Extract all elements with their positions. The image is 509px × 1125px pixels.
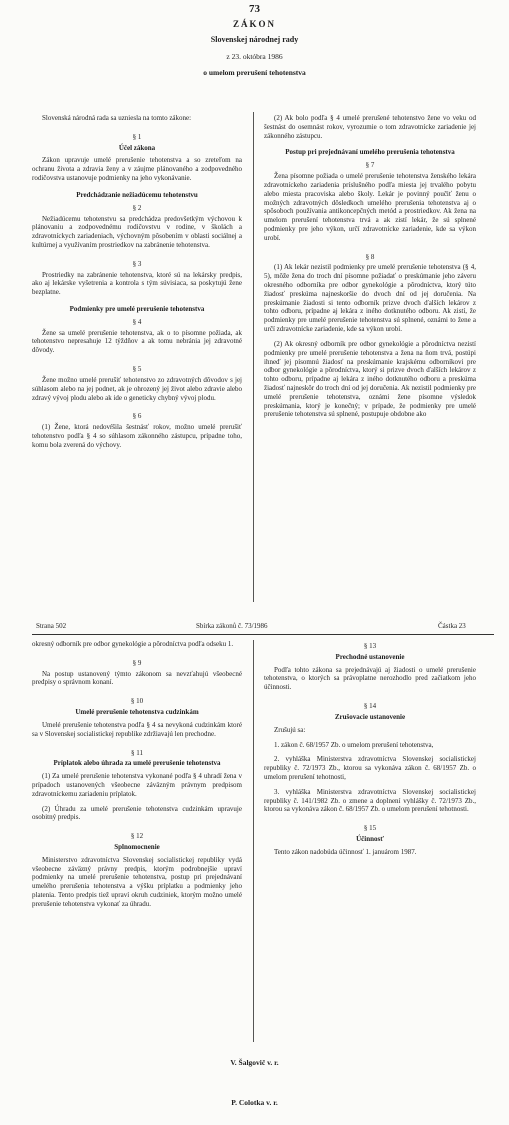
page2-right-column: [264, 640, 476, 1040]
law-subject: o umelom prerušení tehotenstva: [203, 68, 306, 77]
column-divider-2: [253, 640, 254, 1042]
section-13-title: Prechodné ustanovenie: [335, 652, 405, 661]
procedure-heading: Postup pri prejednávaní umelého prerušenia tehotenstva: [285, 148, 455, 157]
section-15-number: § 15: [363, 824, 377, 833]
page2-left-column: [32, 640, 242, 1040]
issuer: Slovenskej národnej rady: [210, 35, 299, 44]
section-1-title: Účel zákona: [118, 143, 156, 152]
section-6-number: § 6: [132, 412, 142, 421]
signature-salgovic: V. Šalgovič v. r.: [230, 1058, 279, 1067]
signature-colotka: P. Colotka v. r.: [231, 1098, 278, 1107]
section-9-text: Na postup ustanovený týmto zákonom sa nevzťahujú všeobecné predpisy o správnom konaní.: [32, 669, 242, 687]
section-11-number: § 11: [131, 748, 143, 757]
section-11-para-2: (2) Úhradu za umelé prerušenie tehotenstva cudzinkám upravuje osobitný predpis.: [32, 804, 242, 822]
section-4-number: § 4: [132, 317, 142, 326]
footer-collection: Sbírka zákonů č. 73/1986: [196, 622, 268, 630]
section-4-text: Žene sa umelé prerušenie tehotenstva, ak o to písomne požiada, ak tehotenstvo nepresahuje 12 týždňov a ak tomu nebránia jej zdravotné dôvody.: [32, 328, 242, 355]
law-date: z 23. októbra 1986: [226, 52, 283, 61]
section-14-intro: Zrušujú sa:: [274, 725, 306, 734]
section-14-title: Zrušovacie ustanovenie: [334, 712, 406, 721]
section-10-text: Umelé prerušenie tehotenstva podľa § 4 sa nevykoná cudzinkám ktoré sa v Slovenskej socialistickej republike zdržiavajú len prechodne.: [32, 720, 242, 738]
intro-text: Slovenská národná rada sa uzniesla na tomto zákone:: [42, 114, 192, 122]
section-3-text: Prostriedky na zabránenie tehotenstva, ktoré sú na lekársky predpis, ako aj lekárske vyšetrenia a kontrola s tým súvisiaca, sa poskytujú žene bezplatne.: [32, 270, 242, 297]
section-13-text: Podľa tohto zákona sa prejednávajú aj žiadosti o umelé prerušenie tehotenstva, o ktorých sa právoplatne nerozhodlo pred začiatkom jeho účinnosti.: [264, 665, 476, 692]
page1-left-column: [32, 114, 242, 606]
section-1-number: § 1: [132, 132, 142, 141]
section-5-text: Žene možno umelé prerušiť tehotenstvo zo zdravotných dôvodov s jej súhlasom alebo na jej podnet, ak je ohrozený jej život alebo zdravie alebo zdravý vývoj plodu alebo ak ide o geneticky chybný vývoj plodu.: [32, 375, 242, 402]
section-8-number: § 8: [365, 252, 375, 261]
law-type: ZÁKON: [232, 19, 276, 29]
section-15-title: Účinnosť: [356, 835, 384, 843]
section-13-number: § 13: [363, 642, 377, 650]
section-2-text: Nežiadúcemu tehotenstvu sa predchádza predovšetkým výchovou k plánovaniu a zodpovednému rodičovstvu v rodine, v školách a zdravotníckych zariadeniach, výchovným pôsobením v oblasti sociálnej a kultúrnej a využívaním prostriedkov na zabránenie tehotenstva.: [32, 214, 242, 249]
section-11-para-1: (1) Za umelé prerušenie tehotenstva vykonané podľa § 4 uhradí žena v prípadoch ustanovených všeobecne záväzným právnym predpisom zdravotníckemu zariadeniu príplatok.: [32, 772, 242, 798]
section-2-number: § 2: [132, 203, 142, 212]
section-14-number: § 14: [363, 702, 377, 711]
repeal-item-3: 3. vyhláška Ministerstva zdravotníctva Slovenskej socialistickej republiky č. 141/1982 Zb. o zmene a doplnení vyhlášky č. 72/1973 Zb., ktorou sa vykonáva zákon č. 68/1957 Zb. o umelom prerušení tehotnosti.: [264, 787, 476, 814]
footer-page: Strana 502: [36, 622, 67, 630]
section-11-title: Príplatok alebo úhrada za umelé prerušenie tehotenstva: [53, 759, 221, 768]
section-9-number: § 9: [132, 658, 142, 667]
footer-rule: [32, 634, 494, 635]
section-5-number: § 5: [132, 365, 142, 374]
section-1-text: Zákon upravuje umelé prerušenie tehotenstva a so zreteľom na ochranu života a zdravia ženy a v záujme plánovaného a zodpovedného rodičovstva ustanovuje podmienky na jeho vykonávanie.: [32, 156, 242, 183]
repeal-item-1: 1. zákon č. 68/1957 Zb. o umelom prerušení tehotenstva,: [274, 740, 434, 749]
section-7-number: § 7: [365, 161, 375, 170]
page1-right-column: [264, 114, 476, 606]
section-10-number: § 10: [130, 697, 144, 706]
section-12-text: Ministerstvo zdravotníctva Slovenskej socialistickej republiky vydá všeobecne záväzný právny predpis, ktorým podrobnejšie upraví podmienky na umelé prerušenie tehotenstva, postup pri prejednávaní umelého prerušenia tehotenstva a výšku príplatku a podmienky jeho platenia. Tento predpis tiež upraví okruh cudziniek, ktorým možno umelé prerušenie tehotenstva vykonať za úhradu.: [32, 855, 242, 908]
section-8-continuation: okresný odborník pre odbor gynekológie a pôrodníctva podľa odseku 1.: [32, 640, 234, 648]
section-8-para-2: (2) Ak okresný odborník pre odbor gynekológie a pôrodníctva nezistí podmienky pre umelé prerušenie tehotenstva a žena na ňom trvá, postúpi ihneď jej písomnú žiadosť na preskúmanie krajskému odborníkovi pre odbor gynekológie a pôrodníctva, ktorý si prizve dvoch ďalších lekárov z tohto odboru, prípadne aj lekára z iného dotknutého odboru a preskúma žiadosť najneskôr do troch dní od jej doručenia. Ak nezistil podmienky pre umelé prerušenie tehotenstva, oznámi žene písomne výsledok preskúmania, ktorý je konečný; v prípade, že podmienky pre umelé prerušenie tehotenstva sú splnené, postupuje obdobne ako: [264, 339, 476, 419]
section-10-title: Umelé prerušenie tehotenstva cudzinkám: [75, 708, 199, 717]
conditions-heading: Podmienky pre umelé prerušenie tehotenstva: [69, 305, 205, 313]
section-6-para-1: (1) Žene, ktorá nedovŕšila šestnásť rokov, možno umelé prerušiť tehotenstvo podľa § 4 so súhlasom zákonného zástupcu, prípadne toho, komu bola zverená do výchovy.: [32, 423, 242, 449]
section-3-number: § 3: [132, 259, 142, 268]
repeal-item-2: 2. vyhláška Ministerstva zdravotníctva Slovenskej socialistickej republiky č. 72/1973 Zb., ktorou sa vykonáva zákon č. 68/1957 Zb. o umelom prerušení tehotnosti,: [264, 755, 476, 781]
section-6-para-2: (2) Ak bolo podľa § 4 umelé prerušené tehotenstvo žene vo veku od šestnást do osemnást rokov, vyrozumie o tom zdravotnícke zariadenie jej zákonného zástupcu.: [264, 114, 476, 140]
section-12-title: Splnomocnenie: [114, 843, 160, 851]
section-12-number: § 12: [130, 832, 144, 841]
footer-part: Částka 23: [438, 622, 466, 630]
prevention-heading: Predchádzanie nežiadúcemu tehotenstvu: [76, 190, 198, 199]
column-divider: [253, 112, 254, 602]
section-7-text: Žena písomne požiada o umelé prerušenie tehotenstva ženského lekára zdravotníckeho zariadenia príslušného podľa miesta jej trvalého pobytu alebo miesta pracoviska alebo školy. Lekár je povinný poučiť ženu o možných zdravotných dôsledkoch umelého prerušenia tehotenstva aj o spôsoboch používania antikoncepčných metód a prostriedkov. Ak žena na umelom prerušení tehotenstva trvá a ak zistí lekár, že sú splnené podmienky pre jeho výkon, určí zdravotnícke zariadenie, kde sa výkon urobí.: [264, 172, 476, 242]
law-number: 73: [249, 3, 260, 15]
section-8-para-1: (1) Ak lekár nezistil podmienky pre umelé prerušenie tehotenstva (§ 4, 5), môže žena do troch dní písomne požiadať o preskúmanie jeho záveru okresného odborníka pre odbor gynekológie a pôrodníctva, ktorý túto žiadosť preskúma najneskoršie do dvoch dní od jej doručenia. Na preskúmanie žiadosti si tento odborník prizve dvoch ďalších lekárov z tohto odboru, prípadne aj lekára z iného dotknutého odboru. Ak zistí, že podmienky pre umelé prerušenie tehotenstva sú splnené, oznámi to žene a určí zdravotnícke zariadenie, kde sa výkon urobí.: [264, 263, 476, 334]
section-15-text: Tento zákon nadobúda účinnosť 1. januárom 1987.: [274, 847, 417, 856]
